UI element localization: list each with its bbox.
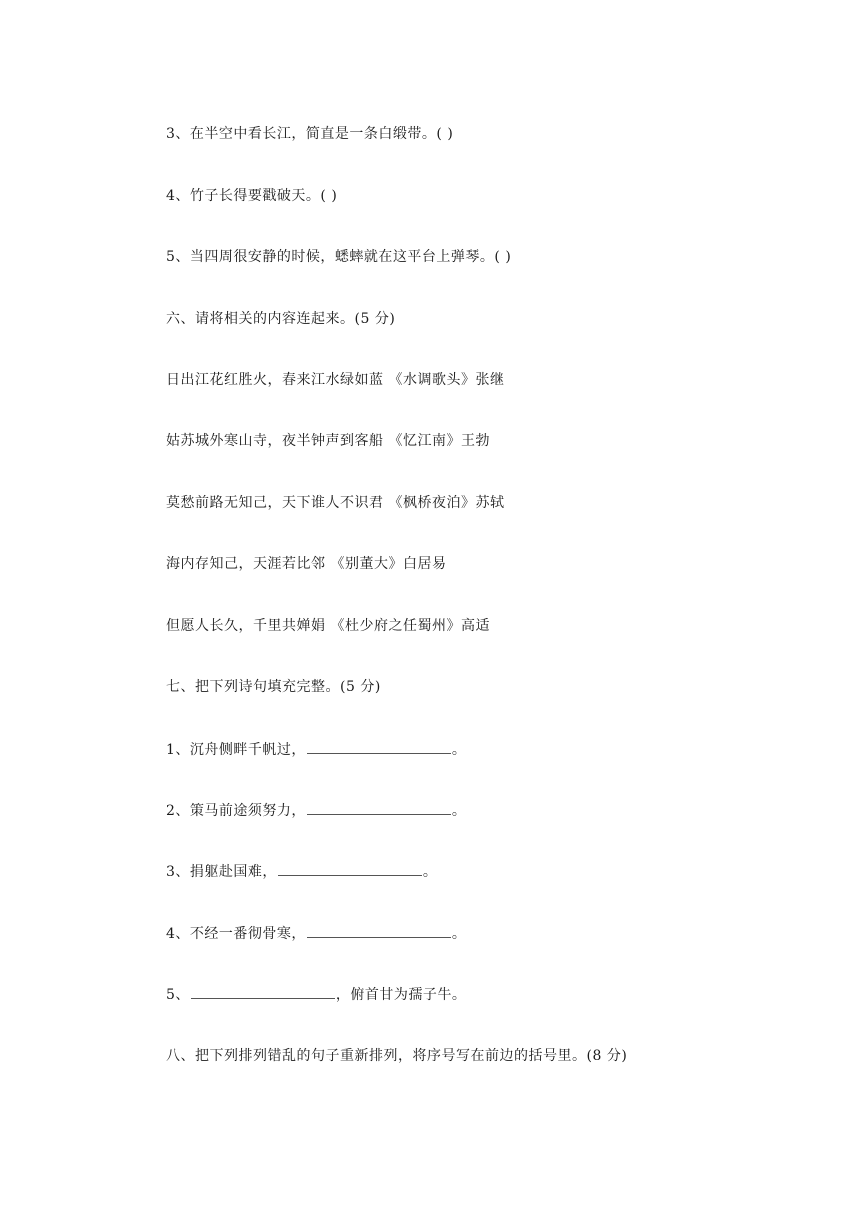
judge-item-4: 4、竹子长得要戳破天。( ) [166,188,338,204]
answer-blank[interactable] [307,923,451,938]
answer-blank[interactable] [278,861,422,876]
fill-item-5 [166,984,466,1005]
fill-item-text: 1、沉舟侧畔千帆过， [166,742,306,758]
match-row-3: 莫愁前路无知己，天下谁人不识君 《枫桥夜泊》苏轼 [166,495,505,511]
fill-item-end: ，俯首甘为孺子牛。 [335,987,467,1003]
match-row-2: 姑苏城外寒山寺，夜半钟声到客船 《忆江南》王勃 [166,433,490,449]
fill-item-text: 2、策马前途须努力， [166,803,306,819]
answer-blank[interactable] [307,739,451,754]
judge-item-3: 3、在半空中看长江，简直是一条白缎带。( ) [166,126,454,142]
fill-item-end: 。 [451,803,467,819]
fill-item-end: 。 [422,864,438,880]
fill-item-text: 5、 [166,987,190,1003]
fill-item-text: 4、不经一番彻骨寒， [166,926,306,942]
fill-item-3 [166,861,437,882]
fill-item-end: 。 [451,742,467,758]
match-row-4: 海内存知己，天涯若比邻 《别董大》白居易 [166,556,447,572]
answer-blank[interactable] [307,800,451,815]
section-7-heading: 七、把下列诗句填充完整。(5 分) [166,679,381,695]
fill-item-4 [166,923,466,944]
judge-item-5: 5、当四周很安静的时候，蟋蟀就在这平台上弹琴。( ) [166,249,512,265]
match-row-5: 但愿人长久，千里共婵娟 《杜少府之任蜀州》高适 [166,618,490,634]
fill-item-text: 3、捐躯赴国难， [166,864,277,880]
fill-item-2 [166,800,466,821]
section-6-heading: 六、请将相关的内容连起来。(5 分) [166,311,396,327]
answer-blank[interactable] [191,984,335,999]
match-row-1: 日出江花红胜火，春来江水绿如蓝 《水调歌头》张继 [166,372,505,388]
fill-item-1 [166,739,466,760]
fill-item-end: 。 [451,926,467,942]
section-8-heading: 八、把下列排列错乱的句子重新排列，将序号写在前边的括号里。(8 分) [166,1048,628,1064]
